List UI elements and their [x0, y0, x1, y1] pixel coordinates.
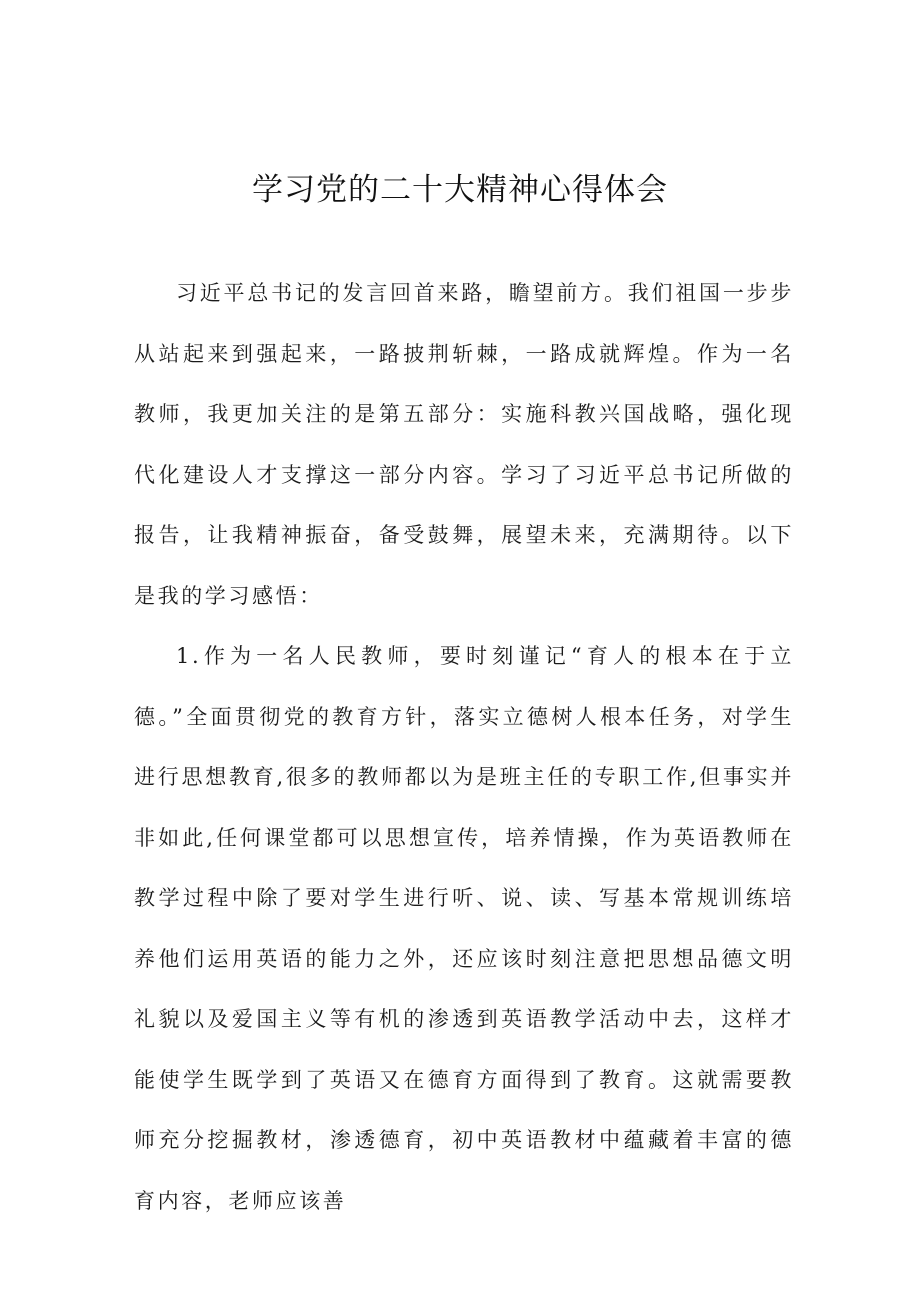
paragraph-intro: 习近平总书记的发言回首来路，瞻望前方。我们祖国一步步从站起来到强起来，一路披荆斩棘，一路成就辉煌。作为一名教师，我更加关注的是第五部分：实施科教兴国战略，强化现代化建设人才支撑这一部分内容。学习了习近平总书记所做的报告，让我精神振奋，备受鼓舞，展望未来，充满期待。以下是我的学习感悟： [134, 281, 794, 608]
document-body [134, 263, 794, 1231]
page-title: 学习党的二十大精神心得体会 [252, 172, 668, 208]
paragraph-point-1: 1.作为一名人民教师，要时刻谨记“育人的根本在于立德。”全面贯彻党的教育方针，落实立德树人根本任务，对学生进行思想教育,很多的教师都以为是班主任的专职工作,但事实并非如此,任何课堂都可以思想宣传，培养情操，作为英语教师在教学过程中除了要对学生进行听、说、读、写基本常规训练培养他们运用英语的能力之外，还应该时刻注意把思想品德文明礼貌以及爱国主义等有机的渗透到英语教学活动中去，这样才能使学生既学到了英语又在德育方面得到了教育。这就需要教师充分挖掘教材，渗透德育，初中英语教材中蕴藏着丰富的德育内容，老师应该善 [134, 644, 794, 1213]
